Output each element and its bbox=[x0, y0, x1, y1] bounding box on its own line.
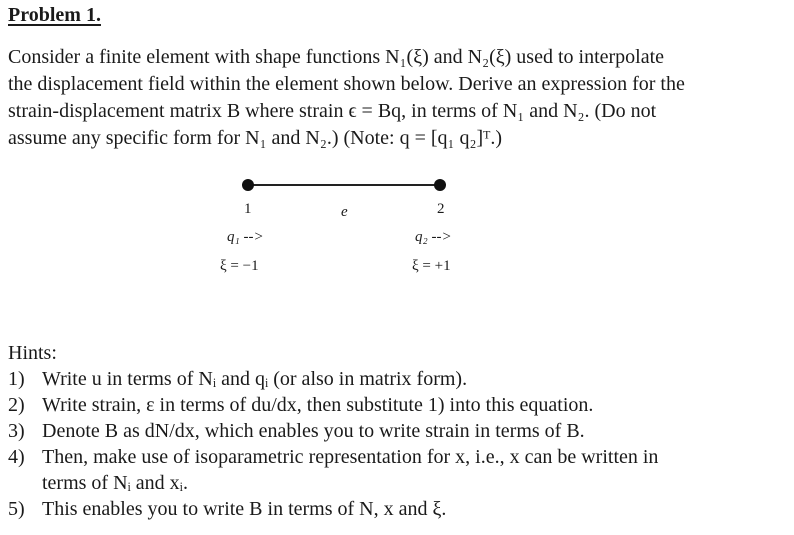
hint-2 bbox=[8, 392, 788, 418]
problem-statement bbox=[8, 44, 788, 152]
node-2-xi: ξ = +1 bbox=[412, 258, 451, 274]
node-1-label: 1 bbox=[244, 201, 252, 217]
hint-number: 1) bbox=[8, 368, 25, 390]
hint-1 bbox=[8, 366, 788, 392]
hint-4 bbox=[8, 444, 788, 470]
hint-number: 5) bbox=[8, 498, 25, 520]
node-2-label: 2 bbox=[437, 201, 445, 217]
hint-3 bbox=[8, 418, 788, 444]
hint-text: This enables you to write B in terms of N, x and ξ. bbox=[42, 498, 447, 520]
problem-line-2: the displacement field within the element shown below. Derive an expression for the bbox=[8, 73, 685, 95]
hint-text: Then, make use of isoparametric representation for x, i.e., x can be written in bbox=[42, 446, 659, 468]
element-label: e bbox=[341, 204, 348, 220]
node-1 bbox=[242, 179, 254, 191]
node-1-xi: ξ = −1 bbox=[220, 258, 259, 274]
element-figure bbox=[0, 165, 794, 295]
node-1-dof: q₁ --> bbox=[227, 229, 264, 245]
problem-line-4: assume any specific form for N₁ and N₂.) (Note: q = [q₁ q₂]ᵀ.) bbox=[8, 127, 503, 149]
node-2 bbox=[434, 179, 446, 191]
hint-5 bbox=[8, 496, 788, 522]
hints-heading: Hints: bbox=[8, 342, 57, 364]
element-diagram bbox=[0, 165, 794, 295]
problem-line-3: strain-displacement matrix B where strain ϵ = Bq, in terms of N₁ and N₂. (Do not bbox=[8, 100, 657, 122]
hints-section bbox=[8, 340, 788, 522]
hint-text: Denote B as dN/dx, which enables you to write strain in terms of B. bbox=[42, 420, 585, 442]
hint-text: Write strain, ε in terms of du/dx, then substitute 1) into this equation. bbox=[42, 394, 594, 416]
hint-number: 3) bbox=[8, 420, 25, 442]
hint-number: 2) bbox=[8, 394, 25, 416]
problem-line-1: Consider a finite element with shape functions N₁(ξ) and N₂(ξ) used to interpolate bbox=[8, 46, 665, 68]
hint-text: Write u in terms of Nᵢ and qᵢ (or also in matrix form). bbox=[42, 368, 468, 390]
node-2-dof: q₂ --> bbox=[415, 229, 452, 245]
problem-title: Problem 1. bbox=[8, 4, 101, 26]
hint-number: 4) bbox=[8, 446, 25, 468]
hint-4-continuation: terms of Nᵢ and xᵢ. bbox=[42, 472, 188, 494]
